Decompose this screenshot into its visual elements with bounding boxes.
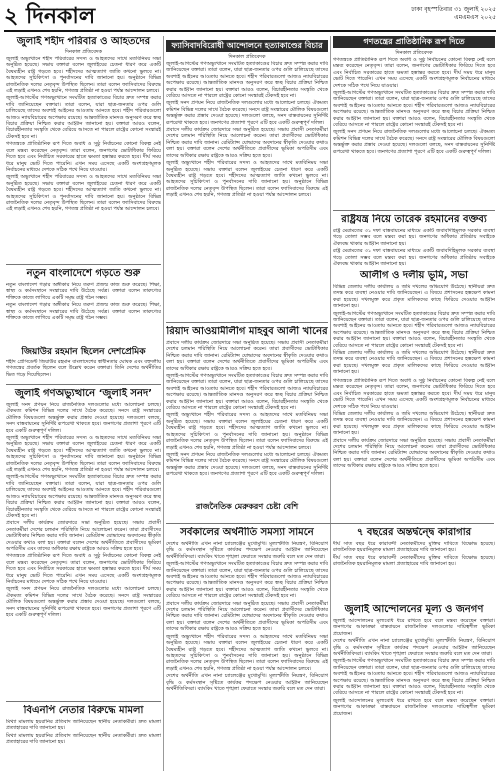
article-headline: জিয়াউর রহমান ছিলেন দেশপ্রেমিক bbox=[21, 347, 146, 357]
article-body: জুলাই-আগস্টের গণঅভ্যুত্থানে সংঘটিত হত্যাকাণ্ডের বিচার দ্রুত সম্পন্ন করার দাবি জানিয়েছেন বক্তারা। তারা বলেন, যারা ছাত্র-জনতার ওপর গুলি চালিয়েছে তাদের অবশ্যই আইনের আওতায় আনতে হবে। শহীদ পরিবারগুলো আজও ন্যায়বিচারের অপেক্ষায় রয়েছে। আন্তর্জাতিক মানদণ্ড অনুসরণ করে স্বচ্ছ বিচার প্রক্রিয়া নিশ্চিত করার আহ্বান জানানো হয়। বক্তারা আরও বলেন, বিচারহীনতার সংস্কৃতি থেকে বেরিয়ে আসতে না পারলে রাষ্ট্রের কোনো সংস্কারই টেকসই হবে না। জুলাই সনদ প্রণয়ন নিয়ে রাজনৈতিক দলগুলোর মধ্যে আলোচনা চলছে। ঐকমত্য কমিশন বিভিন্ন দলের সাথে বৈঠক করেছে। সনদে রাষ্ট্র সংস্কারের মৌলিক বিষয়গুলো অন্তর্ভুক্ত করার প্রস্তাব দেওয়া হয়েছে। দলগুলো বলছে, সনদ বাস্তবায়নের সুনির্দিষ্ট রূপরেখা থাকতে হবে। জনগণের প্রত্যাশা পূরণে এটি হবে একটি গুরুত্বপূর্ণ দলিল। প্রবাসে দলীয় কার্যক্রম জোরদারে সভা অনুষ্ঠিত হয়েছে। সভায় প্রবাসী নেতাকর্মীরা দেশের চলমান পরিস্থিতি নিয়ে আলোচনা করেন। তারা প্রবাসীদের ভোটাধিকার নিশ্চিত করার দাবি জানান। রেমিট্যান্স যোদ্ধাদের অবদানের স্বীকৃতি দেওয়ার কথাও বলা হয়। বক্তারা বলেন দেশের অর্থনীতিতে প্রবাসীদের ভূমিকা অপরিসীম এবং তাদের অধিকার রক্ষায় রাষ্ট্রকে আরও সক্রিয় হতে হবে। জুলাই অভ্যুত্থানে শহীদ পরিবারের সদস্য ও আহতদের সাথে মতবিনিময় সভা অনুষ্ঠিত হয়েছে। সভায় বক্তারা বলেন জুলাইয়ের চেতনা ধারণ করে একটি বৈষম্যহীন রাষ্ট্র গড়তে হবে। শহীদদের আত্মত্যাগ জাতি কখনো ভুলবে না। আহতদের সুচিকিৎসা ও পুনর্বাসনের দাবি জানানো হয়। অনুষ্ঠানে বিভিন্ন রাজনৈতিক দলের নেতৃবৃন্দ উপস্থিত ছিলেন। তারা বলেন ফ্যাসিবাদের বিরুদ্ধে এই লড়াই এখনও শেষ হয়নি, গণতন্ত্র প্রতিষ্ঠা না হওয়া পর্যন্ত আন্দোলন চলবে। bbox=[166, 61, 328, 199]
article-headline: সর্বকালের অর্থনীতি সমস্যা সামনে bbox=[180, 527, 314, 538]
article-body: দেশের অর্থনীতি এখন নানা চ্যালেঞ্জের মুখোমুখি। মূল্যস্ফীতি নিয়ন্ত্রণ, বিনিয়োগ বৃদ্ধি ও কর্মসংস্থান সৃষ্টিতে কার্যকর পদক্ষেপ নেওয়ার আহ্বান জানিয়েছেন অর্থনীতিবিদরা। ব্যাংকিং খাতে শৃঙ্খলা ফেরাতে সংস্কার জরুরি বলে মত দেন তারা। জুলাই-আগস্টের গণঅভ্যুত্থানে সংঘটিত হত্যাকাণ্ডের বিচার দ্রুত সম্পন্ন করার দাবি জানিয়েছেন বক্তারা। তারা বলেন, যারা ছাত্র-জনতার ওপর গুলি চালিয়েছে তাদের অবশ্যই আইনের আওতায় আনতে হবে। শহীদ পরিবারগুলো আজও ন্যায়বিচারের অপেক্ষায় রয়েছে। আন্তর্জাতিক মানদণ্ড অনুসরণ করে স্বচ্ছ বিচার প্রক্রিয়া নিশ্চিত করার আহ্বান জানানো হয়। বক্তারা আরও বলেন, বিচারহীনতার সংস্কৃতি থেকে বেরিয়ে আসতে না পারলে রাষ্ট্রের কোনো সংস্কারই টেকসই হবে না। প্রবাসে দলীয় কার্যক্রম জোরদারে সভা অনুষ্ঠিত হয়েছে। সভায় প্রবাসী নেতাকর্মীরা দেশের চলমান পরিস্থিতি নিয়ে আলোচনা করেন। তারা প্রবাসীদের ভোটাধিকার নিশ্চিত করার দাবি জানান। রেমিট্যান্স যোদ্ধাদের অবদানের স্বীকৃতি দেওয়ার কথাও বলা হয়। বক্তারা বলেন দেশের অর্থনীতিতে প্রবাসীদের ভূমিকা অপরিসীম এবং তাদের অধিকার রক্ষায় রাষ্ট্রকে আরও সক্রিয় হতে হবে। জুলাই অভ্যুত্থানে শহীদ পরিবারের সদস্য ও আহতদের সাথে মতবিনিময় সভা অনুষ্ঠিত হয়েছে। সভায় বক্তারা বলেন জুলাইয়ের চেতনা ধারণ করে একটি বৈষম্যহীন রাষ্ট্র গড়তে হবে। শহীদদের আত্মত্যাগ জাতি কখনো ভুলবে না। আহতদের সুচিকিৎসা ও পুনর্বাসনের দাবি জানানো হয়। অনুষ্ঠানে বিভিন্ন রাজনৈতিক দলের নেতৃবৃন্দ উপস্থিত ছিলেন। তারা বলেন ফ্যাসিবাদের বিরুদ্ধে এই লড়াই এখনও শেষ হয়নি, গণতন্ত্র প্রতিষ্ঠা না হওয়া পর্যন্ত আন্দোলন চলবে। দেশের অর্থনীতি এখন নানা চ্যালেঞ্জের মুখোমুখি। মূল্যস্ফীতি নিয়ন্ত্রণ, বিনিয়োগ বৃদ্ধি ও কর্মসংস্থান সৃষ্টিতে কার্যকর পদক্ষেপ নেওয়ার আহ্বান জানিয়েছেন অর্থনীতিবিদরা। ব্যাংকিং খাতে শৃঙ্খলা ফেরাতে সংস্কার জরুরি বলে মত দেন তারা। bbox=[166, 541, 328, 692]
paper-name: দিনকাল bbox=[26, 4, 96, 29]
article-body: শহীদ প্রেসিডেন্ট জিয়াউর রহমান বাংলাদেশের স্বাধীনতার ঘোষক এবং বহুদলীয় গণতন্ত্রের প্রবর্তক ছিলেন বলে উল্লেখ করেন বক্তারা। তিনি দেশের অর্থনীতির ভিত গড়ে দিয়েছিলেন। bbox=[6, 359, 161, 378]
column-rule bbox=[163, 36, 164, 771]
page-number: ২ bbox=[4, 4, 19, 29]
article-body: বিভিন্ন জেলায় দলীয় কার্যালয় ও জমি দখলের অভিযোগ উঠেছে। স্থানীয়রা দ্রুত তদন্ত করে ব্যবস্থা নেওয়ার দাবি জানিয়েছেন। এ বিষয়ে প্রশাসনের হস্তক্ষেপ কামনা করা হয়েছে। দখলমুক্ত করে প্রকৃত মালিকদের কাছে ফিরিয়ে দেওয়ার আহ্বান জানানো হয়। জুলাই-আগস্টের গণঅভ্যুত্থানে সংঘটিত হত্যাকাণ্ডের বিচার দ্রুত সম্পন্ন করার দাবি জানিয়েছেন বক্তারা। তারা বলেন, যারা ছাত্র-জনতার ওপর গুলি চালিয়েছে তাদের অবশ্যই আইনের আওতায় আনতে হবে। শহীদ পরিবারগুলো আজও ন্যায়বিচারের অপেক্ষায় রয়েছে। আন্তর্জাতিক মানদণ্ড অনুসরণ করে স্বচ্ছ বিচার প্রক্রিয়া নিশ্চিত করার আহ্বান জানানো হয়। বক্তারা আরও বলেন, বিচারহীনতার সংস্কৃতি থেকে বেরিয়ে আসতে না পারলে রাষ্ট্রের কোনো সংস্কারই টেকসই হবে না। বিভিন্ন জেলায় দলীয় কার্যালয় ও জমি দখলের অভিযোগ উঠেছে। স্থানীয়রা দ্রুত তদন্ত করে ব্যবস্থা নেওয়ার দাবি জানিয়েছেন। এ বিষয়ে প্রশাসনের হস্তক্ষেপ কামনা করা হয়েছে। দখলমুক্ত করে প্রকৃত মালিকদের কাছে ফিরিয়ে দেওয়ার আহ্বান জানানো হয়। bbox=[333, 284, 495, 374]
article-headline: রাষ্ট্রযন্ত্র নিয়ে তারেক রহমানের বক্তব্য bbox=[341, 214, 487, 225]
section-divider bbox=[166, 523, 494, 524]
article-body: নতুন বাংলাদেশ গড়ার অঙ্গীকার নিয়ে তরুণ প্রজন্ম কাজ শুরু করেছে। শিক্ষা, স্বাস্থ্য ও কর্মসংস্থানে সংস্কারের দাবি উঠেছে সর্বত্র। বক্তারা বলেন তারুণ্যের শক্তিকে কাজে লাগিয়ে একটি সমৃদ্ধ রাষ্ট্র গঠন সম্ভব। নতুন বাংলাদেশ গড়ার অঙ্গীকার নিয়ে তরুণ প্রজন্ম কাজ শুরু করেছে। শিক্ষা, স্বাস্থ্য ও কর্মসংস্থানে সংস্কারের দাবি উঠেছে সর্বত্র। বক্তারা বলেন তারুণ্যের শক্তিকে কাজে লাগিয়ে একটি সমৃদ্ধ রাষ্ট্র গঠন সম্ভব। bbox=[6, 282, 161, 322]
article-headline: ফ্যাসিবাদবিরোধী আন্দোলনে হত্যাকাণ্ডের বিচার bbox=[166, 40, 328, 52]
article-headline: গণতন্ত্রের প্রাতিষ্ঠানিক রূপ দিতে bbox=[333, 36, 495, 48]
section-divider bbox=[6, 384, 161, 385]
column-rule bbox=[330, 36, 331, 771]
article-body: প্রবাসে দলীয় কার্যক্রম জোরদারে সভা অনুষ্ঠিত হয়েছে। সভায় প্রবাসী নেতাকর্মীরা দেশের চলমান পরিস্থিতি নিয়ে আলোচনা করেন। তারা প্রবাসীদের ভোটাধিকার নিশ্চিত করার দাবি জানান। রেমিট্যান্স যোদ্ধাদের অবদানের স্বীকৃতি দেওয়ার কথাও বলা হয়। বক্তারা বলেন দেশের অর্থনীতিতে প্রবাসীদের ভূমিকা অপরিসীম এবং তাদের অধিকার রক্ষায় রাষ্ট্রকে আরও সক্রিয় হতে হবে। জুলাই-আগস্টের গণঅভ্যুত্থানে সংঘটিত হত্যাকাণ্ডের বিচার দ্রুত সম্পন্ন করার দাবি জানিয়েছেন বক্তারা। তারা বলেন, যারা ছাত্র-জনতার ওপর গুলি চালিয়েছে তাদের অবশ্যই আইনের আওতায় আনতে হবে। শহীদ পরিবারগুলো আজও ন্যায়বিচারের অপেক্ষায় রয়েছে। আন্তর্জাতিক মানদণ্ড অনুসরণ করে স্বচ্ছ বিচার প্রক্রিয়া নিশ্চিত করার আহ্বান জানানো হয়। বক্তারা আরও বলেন, বিচারহীনতার সংস্কৃতি থেকে বেরিয়ে আসতে না পারলে রাষ্ট্রের কোনো সংস্কারই টেকসই হবে না। জুলাই অভ্যুত্থানে শহীদ পরিবারের সদস্য ও আহতদের সাথে মতবিনিময় সভা অনুষ্ঠিত হয়েছে। সভায় বক্তারা বলেন জুলাইয়ের চেতনা ধারণ করে একটি বৈষম্যহীন রাষ্ট্র গড়তে হবে। শহীদদের আত্মত্যাগ জাতি কখনো ভুলবে না। আহতদের সুচিকিৎসা ও পুনর্বাসনের দাবি জানানো হয়। অনুষ্ঠানে বিভিন্ন রাজনৈতিক দলের নেতৃবৃন্দ উপস্থিত ছিলেন। তারা বলেন ফ্যাসিবাদের বিরুদ্ধে এই লড়াই এখনও শেষ হয়নি, গণতন্ত্র প্রতিষ্ঠা না হওয়া পর্যন্ত আন্দোলন চলবে। জুলাই সনদ প্রণয়ন নিয়ে রাজনৈতিক দলগুলোর মধ্যে আলোচনা চলছে। ঐকমত্য কমিশন বিভিন্ন দলের সাথে বৈঠক করেছে। সনদে রাষ্ট্র সংস্কারের মৌলিক বিষয়গুলো অন্তর্ভুক্ত করার প্রস্তাব দেওয়া হয়েছে। দলগুলো বলছে, সনদ বাস্তবায়নের সুনির্দিষ্ট রূপরেখা থাকতে হবে। জনগণের প্রত্যাশা পূরণে এটি হবে একটি গুরুত্বপূর্ণ দলিল। bbox=[166, 340, 328, 478]
article-byline: দিনকাল প্রতিবেদক bbox=[395, 50, 433, 56]
article-headline: নতুন বাংলাদেশে গড়তে শুরু bbox=[26, 268, 141, 279]
article-body: রাষ্ট্র মেরামতের ৩১ দফা বাস্তবায়নের মাধ্যমে একটি জবাবদিহিমূলক সরকার ব্যবস্থা গড়ে তোলা সম্ভব বলে মন্তব্য করা হয়। জনগণের অধিকার প্রতিষ্ঠায় সবাইকে ঐক্যবদ্ধ থাকার আহ্বান জানানো হয়। রাষ্ট্র মেরামতের ৩১ দফা বাস্তবায়নের মাধ্যমে একটি জবাবদিহিমূলক সরকার ব্যবস্থা গড়ে তোলা সম্ভব বলে মন্তব্য করা হয়। জনগণের অধিকার প্রতিষ্ঠায় সবাইকে ঐক্যবদ্ধ থাকার আহ্বান জানানো হয়। bbox=[333, 228, 495, 266]
article-headline: জুলাই গণঅভ্যুত্থানে ‘জুলাই সনদ’ bbox=[14, 388, 153, 399]
article-headline: ৭ বছরের অন্তর্দ্বন্দ্বে কারাগার bbox=[356, 527, 472, 538]
article-body: গণতন্ত্রকে প্রাতিষ্ঠানিক রূপ দিতে অবাধ ও সুষ্ঠু নির্বাচনের কোনো বিকল্প নেই বলে মন্তব্য করেছেন নেতৃবৃন্দ। তারা বলেন, জনগণের ভোটাধিকার ফিরিয়ে দিতে হবে এবং নির্বাচিত সরকারের হাতে ক্ষমতা হস্তান্তর করতে হবে। দীর্ঘ সময় ধরে মানুষ ভোট দিতে পারেনি। এখন সময় এসেছে একটি অংশগ্রহণমূলক নির্বাচনের মাধ্যমে দেশকে সঠিক পথে নিয়ে যাওয়ার। জুলাই-আগস্টের গণঅভ্যুত্থানে সংঘটিত হত্যাকাণ্ডের বিচার দ্রুত সম্পন্ন করার দাবি জানিয়েছেন বক্তারা। তারা বলেন, যারা ছাত্র-জনতার ওপর গুলি চালিয়েছে তাদের অবশ্যই আইনের আওতায় আনতে হবে। শহীদ পরিবারগুলো আজও ন্যায়বিচারের অপেক্ষায় রয়েছে। আন্তর্জাতিক মানদণ্ড অনুসরণ করে স্বচ্ছ বিচার প্রক্রিয়া নিশ্চিত করার আহ্বান জানানো হয়। বক্তারা আরও বলেন, বিচারহীনতার সংস্কৃতি থেকে বেরিয়ে আসতে না পারলে রাষ্ট্রের কোনো সংস্কারই টেকসই হবে না। জুলাই সনদ প্রণয়ন নিয়ে রাজনৈতিক দলগুলোর মধ্যে আলোচনা চলছে। ঐকমত্য কমিশন বিভিন্ন দলের সাথে বৈঠক করেছে। সনদে রাষ্ট্র সংস্কারের মৌলিক বিষয়গুলো অন্তর্ভুক্ত করার প্রস্তাব দেওয়া হয়েছে। দলগুলো বলছে, সনদ বাস্তবায়নের সুনির্দিষ্ট রূপরেখা থাকতে হবে। জনগণের প্রত্যাশা পূরণে এটি হবে একটি গুরুত্বপূর্ণ দলিল। bbox=[333, 57, 495, 155]
article-body: জুলাই অভ্যুত্থানে শহীদ পরিবারের সদস্য ও আহতদের সাথে মতবিনিময় সভা অনুষ্ঠিত হয়েছে। সভায় বক্তারা বলেন জুলাইয়ের চেতনা ধারণ করে একটি বৈষম্যহীন রাষ্ট্র গড়তে হবে। শহীদদের আত্মত্যাগ জাতি কখনো ভুলবে না। আহতদের সুচিকিৎসা ও পুনর্বাসনের দাবি জানানো হয়। অনুষ্ঠানে বিভিন্ন রাজনৈতিক দলের নেতৃবৃন্দ উপস্থিত ছিলেন। তারা বলেন ফ্যাসিবাদের বিরুদ্ধে এই লড়াই এখনও শেষ হয়নি, গণতন্ত্র প্রতিষ্ঠা না হওয়া পর্যন্ত আন্দোলন চলবে। জুলাই-আগস্টের গণঅভ্যুত্থানে সংঘটিত হত্যাকাণ্ডের বিচার দ্রুত সম্পন্ন করার দাবি জানিয়েছেন বক্তারা। তারা বলেন, যারা ছাত্র-জনতার ওপর গুলি চালিয়েছে তাদের অবশ্যই আইনের আওতায় আনতে হবে। শহীদ পরিবারগুলো আজও ন্যায়বিচারের অপেক্ষায় রয়েছে। আন্তর্জাতিক মানদণ্ড অনুসরণ করে স্বচ্ছ বিচার প্রক্রিয়া নিশ্চিত করার আহ্বান জানানো হয়। বক্তারা আরও বলেন, বিচারহীনতার সংস্কৃতি থেকে বেরিয়ে আসতে না পারলে রাষ্ট্রের কোনো সংস্কারই টেকসই হবে না। গণতন্ত্রকে প্রাতিষ্ঠানিক রূপ দিতে অবাধ ও সুষ্ঠু নির্বাচনের কোনো বিকল্প নেই বলে মন্তব্য করেছেন নেতৃবৃন্দ। তারা বলেন, জনগণের ভোটাধিকার ফিরিয়ে দিতে হবে এবং নির্বাচিত সরকারের হাতে ক্ষমতা হস্তান্তর করতে হবে। দীর্ঘ সময় ধরে মানুষ ভোট দিতে পারেনি। এখন সময় এসেছে একটি অংশগ্রহণমূলক নির্বাচনের মাধ্যমে দেশকে সঠিক পথে নিয়ে যাওয়ার। জুলাই অভ্যুত্থানে শহীদ পরিবারের সদস্য ও আহতদের সাথে মতবিনিময় সভা অনুষ্ঠিত হয়েছে। সভায় বক্তারা বলেন জুলাইয়ের চেতনা ধারণ করে একটি বৈষম্যহীন রাষ্ট্র গড়তে হবে। শহীদদের আত্মত্যাগ জাতি কখনো ভুলবে না। আহতদের সুচিকিৎসা ও পুনর্বাসনের দাবি জানানো হয়। অনুষ্ঠানে বিভিন্ন রাজনৈতিক দলের নেতৃবৃন্দ উপস্থিত ছিলেন। তারা বলেন ফ্যাসিবাদের বিরুদ্ধে এই লড়াই এখনও শেষ হয়নি, গণতন্ত্র প্রতিষ্ঠা না হওয়া পর্যন্ত আন্দোলন চলবে। bbox=[6, 56, 161, 213]
article-headline: জুলাই শহীদ পরিবার ও আহতদের bbox=[16, 36, 151, 47]
article-headline: রিয়াদ আওয়ামীলীগ মাহবুব আলী খানের bbox=[166, 326, 328, 337]
article-byline: দিনকাল প্রতিবেদক bbox=[64, 49, 103, 55]
masthead bbox=[4, 4, 496, 32]
article-body: জুলাই আন্দোলনের মূল্যবোধ ধরে রাখতে হবে বলে মন্তব্য করেছেন বক্তারা। জনগণের আকাঙ্ক্ষা বাস্তবায়নে রাজনৈতিক দলগুলোর দায়িত্বশীল ভূমিকা প্রয়োজন। দেশের অর্থনীতি এখন নানা চ্যালেঞ্জের মুখোমুখি। মূল্যস্ফীতি নিয়ন্ত্রণ, বিনিয়োগ বৃদ্ধি ও কর্মসংস্থান সৃষ্টিতে কার্যকর পদক্ষেপ নেওয়ার আহ্বান জানিয়েছেন অর্থনীতিবিদরা। ব্যাংকিং খাতে শৃঙ্খলা ফেরাতে সংস্কার জরুরি বলে মত দেন তারা। জুলাই-আগস্টের গণঅভ্যুত্থানে সংঘটিত হত্যাকাণ্ডের বিচার দ্রুত সম্পন্ন করার দাবি জানিয়েছেন বক্তারা। তারা বলেন, যারা ছাত্র-জনতার ওপর গুলি চালিয়েছে তাদের অবশ্যই আইনের আওতায় আনতে হবে। শহীদ পরিবারগুলো আজও ন্যায়বিচারের অপেক্ষায় রয়েছে। আন্তর্জাতিক মানদণ্ড অনুসরণ করে স্বচ্ছ বিচার প্রক্রিয়া নিশ্চিত করার আহ্বান জানানো হয়। বক্তারা আরও বলেন, বিচারহীনতার সংস্কৃতি থেকে বেরিয়ে আসতে না পারলে রাষ্ট্রের কোনো সংস্কারই টেকসই হবে না। জুলাই আন্দোলনের মূল্যবোধ ধরে রাখতে হবে বলে মন্তব্য করেছেন বক্তারা। জনগণের আকাঙ্ক্ষা বাস্তবায়নে রাজনৈতিক দলগুলোর দায়িত্বশীল ভূমিকা প্রয়োজন। bbox=[333, 618, 495, 717]
section-divider bbox=[333, 210, 495, 211]
date-line: ঢাকা বৃহস্পতিবার ৩১ জুলাই ২০২৫ এমএমএস ২০২৫ bbox=[411, 6, 496, 21]
article-headline: আলীগ ও দলীয় ভূমি, সভা bbox=[360, 270, 468, 281]
article-body: দীর্ঘ সাত বছর ধরে কারাবন্দী নেতাকর্মীদের মুক্তির দাবিতে বিক্ষোভ হয়েছে। রাজনৈতিক হয়রানিমূলক মামলা প্রত্যাহারের দাবি জানানো হয়। দীর্ঘ সাত বছর ধরে কারাবন্দী নেতাকর্মীদের মুক্তির দাবিতে বিক্ষোভ হয়েছে। রাজনৈতিক হয়রানিমূলক মামলা প্রত্যাহারের দাবি জানানো হয়। bbox=[333, 541, 495, 568]
section-divider bbox=[6, 701, 161, 702]
article-headline: বিএনপি নেতার বিরুদ্ধে মামলা bbox=[23, 705, 144, 716]
section-divider bbox=[6, 264, 161, 265]
article-body: মিথ্যা মামলায় হয়রানির প্রতিবাদ জানিয়েছেন স্থানীয় নেতাকর্মীরা। দ্রুত মামলা প্রত্যাহারের দাবি জানানো হয়। মিথ্যা মামলায় হয়রানির প্রতিবাদ জানিয়েছেন স্থানীয় নেতাকর্মীরা। দ্রুত মামলা প্রত্যাহারের দাবি জানানো হয়। bbox=[6, 719, 161, 746]
article-headline: জুলাই আন্দোলনের মূল্য ও জনগণ bbox=[344, 604, 484, 615]
section-divider bbox=[166, 322, 328, 323]
article-body: গণতন্ত্রকে প্রাতিষ্ঠানিক রূপ দিতে অবাধ ও সুষ্ঠু নির্বাচনের কোনো বিকল্প নেই বলে মন্তব্য করেছেন নেতৃবৃন্দ। তারা বলেন, জনগণের ভোটাধিকার ফিরিয়ে দিতে হবে এবং নির্বাচিত সরকারের হাতে ক্ষমতা হস্তান্তর করতে হবে। দীর্ঘ সময় ধরে মানুষ ভোট দিতে পারেনি। এখন সময় এসেছে একটি অংশগ্রহণমূলক নির্বাচনের মাধ্যমে দেশকে সঠিক পথে নিয়ে যাওয়ার। বিভিন্ন জেলায় দলীয় কার্যালয় ও জমি দখলের অভিযোগ উঠেছে। স্থানীয়রা দ্রুত তদন্ত করে ব্যবস্থা নেওয়ার দাবি জানিয়েছেন। এ বিষয়ে প্রশাসনের হস্তক্ষেপ কামনা করা হয়েছে। দখলমুক্ত করে প্রকৃত মালিকদের কাছে ফিরিয়ে দেওয়ার আহ্বান জানানো হয়। প্রবাসে দলীয় কার্যক্রম জোরদারে সভা অনুষ্ঠিত হয়েছে। সভায় প্রবাসী নেতাকর্মীরা দেশের চলমান পরিস্থিতি নিয়ে আলোচনা করেন। তারা প্রবাসীদের ভোটাধিকার নিশ্চিত করার দাবি জানান। রেমিট্যান্স যোদ্ধাদের অবদানের স্বীকৃতি দেওয়ার কথাও বলা হয়। বক্তারা বলেন দেশের অর্থনীতিতে প্রবাসীদের ভূমিকা অপরিসীম এবং তাদের অধিকার রক্ষায় রাষ্ট্রকে আরও সক্রিয় হতে হবে। bbox=[333, 378, 495, 470]
article-byline: দিনকাল প্রতিবেদক bbox=[228, 54, 266, 60]
pull-quote: রাজনৈতিক মেরুকরণ চেষ্টা বেশি bbox=[195, 502, 299, 511]
article-body: জুলাই সনদ প্রণয়ন নিয়ে রাজনৈতিক দলগুলোর মধ্যে আলোচনা চলছে। ঐকমত্য কমিশন বিভিন্ন দলের সাথে বৈঠক করেছে। সনদে রাষ্ট্র সংস্কারের মৌলিক বিষয়গুলো অন্তর্ভুক্ত করার প্রস্তাব দেওয়া হয়েছে। দলগুলো বলছে, সনদ বাস্তবায়নের সুনির্দিষ্ট রূপরেখা থাকতে হবে। জনগণের প্রত্যাশা পূরণে এটি হবে একটি গুরুত্বপূর্ণ দলিল। জুলাই অভ্যুত্থানে শহীদ পরিবারের সদস্য ও আহতদের সাথে মতবিনিময় সভা অনুষ্ঠিত হয়েছে। সভায় বক্তারা বলেন জুলাইয়ের চেতনা ধারণ করে একটি বৈষম্যহীন রাষ্ট্র গড়তে হবে। শহীদদের আত্মত্যাগ জাতি কখনো ভুলবে না। আহতদের সুচিকিৎসা ও পুনর্বাসনের দাবি জানানো হয়। অনুষ্ঠানে বিভিন্ন রাজনৈতিক দলের নেতৃবৃন্দ উপস্থিত ছিলেন। তারা বলেন ফ্যাসিবাদের বিরুদ্ধে এই লড়াই এখনও শেষ হয়নি, গণতন্ত্র প্রতিষ্ঠা না হওয়া পর্যন্ত আন্দোলন চলবে। জুলাই-আগস্টের গণঅভ্যুত্থানে সংঘটিত হত্যাকাণ্ডের বিচার দ্রুত সম্পন্ন করার দাবি জানিয়েছেন বক্তারা। তারা বলেন, যারা ছাত্র-জনতার ওপর গুলি চালিয়েছে তাদের অবশ্যই আইনের আওতায় আনতে হবে। শহীদ পরিবারগুলো আজও ন্যায়বিচারের অপেক্ষায় রয়েছে। আন্তর্জাতিক মানদণ্ড অনুসরণ করে স্বচ্ছ বিচার প্রক্রিয়া নিশ্চিত করার আহ্বান জানানো হয়। বক্তারা আরও বলেন, বিচারহীনতার সংস্কৃতি থেকে বেরিয়ে আসতে না পারলে রাষ্ট্রের কোনো সংস্কারই টেকসই হবে না। প্রবাসে দলীয় কার্যক্রম জোরদারে সভা অনুষ্ঠিত হয়েছে। সভায় প্রবাসী নেতাকর্মীরা দেশের চলমান পরিস্থিতি নিয়ে আলোচনা করেন। তারা প্রবাসীদের ভোটাধিকার নিশ্চিত করার দাবি জানান। রেমিট্যান্স যোদ্ধাদের অবদানের স্বীকৃতি দেওয়ার কথাও বলা হয়। বক্তারা বলেন দেশের অর্থনীতিতে প্রবাসীদের ভূমিকা অপরিসীম এবং তাদের অধিকার রক্ষায় রাষ্ট্রকে আরও সক্রিয় হতে হবে। গণতন্ত্রকে প্রাতিষ্ঠানিক রূপ দিতে অবাধ ও সুষ্ঠু নির্বাচনের কোনো বিকল্প নেই বলে মন্তব্য করেছেন নেতৃবৃন্দ। তারা বলেন, জনগণের ভোটাধিকার ফিরিয়ে দিতে হবে এবং নির্বাচিত সরকারের হাতে ক্ষমতা হস্তান্তর করতে হবে। দীর্ঘ সময় ধরে মানুষ ভোট দিতে পারেনি। এখন সময় এসেছে একটি অংশগ্রহণমূলক নির্বাচনের মাধ্যমে দেশকে সঠিক পথে নিয়ে যাওয়ার। জুলাই সনদ প্রণয়ন নিয়ে রাজনৈতিক দলগুলোর মধ্যে আলোচনা চলছে। ঐকমত্য কমিশন বিভিন্ন দলের সাথে বৈঠক করেছে। সনদে রাষ্ট্র সংস্কারের মৌলিক বিষয়গুলো অন্তর্ভুক্ত করার প্রস্তাব দেওয়া হয়েছে। দলগুলো বলছে, সনদ বাস্তবায়নের সুনির্দিষ্ট রূপরেখা থাকতে হবে। জনগণের প্রত্যাশা পূরণে এটি হবে একটি গুরুত্বপূর্ণ দলিল। bbox=[6, 402, 161, 618]
